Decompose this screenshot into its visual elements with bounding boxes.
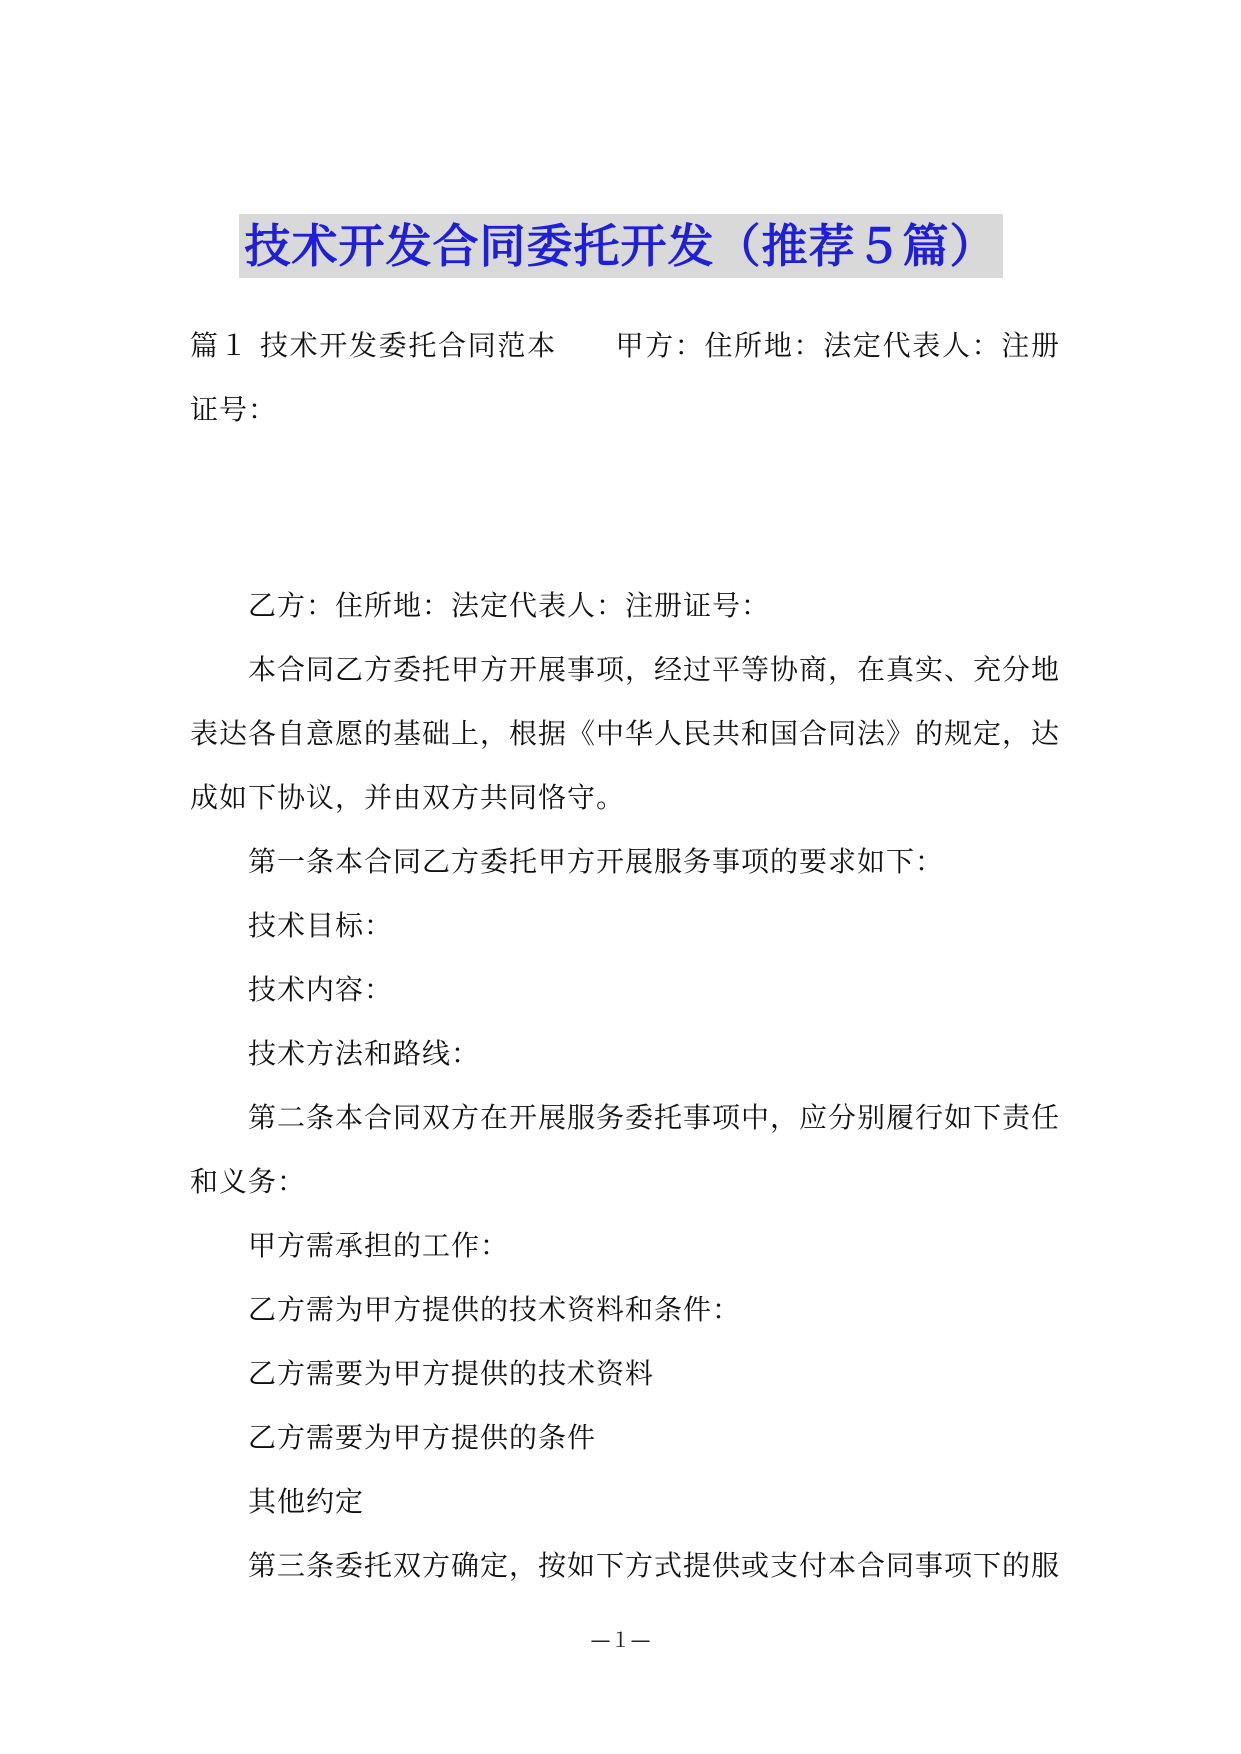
paragraph-tech-materials: 乙方需要为甲方提供的技术资料 [248, 1357, 655, 1390]
paragraph-preamble: 本合同乙方委托甲方开展事项，经过平等协商，在真实、充分地表达各自意愿的基础上，根据《中华人民共和国合同法》的规定，达成如下协议，并由双方共同恪守。 [190, 653, 1061, 814]
paragraph-tech-content: 技术内容： [248, 973, 394, 1006]
paragraph-party-b-provide: 乙方需为甲方提供的技术资料和条件： [248, 1293, 742, 1326]
document-title: 技术开发合同委托开发（推荐５篇） [239, 214, 1003, 278]
paragraph-tech-method: 技术方法和路线： [248, 1037, 481, 1070]
part-label: 篇１ 技术开发委托合同范本 [190, 329, 557, 362]
paragraph-party-a-work: 甲方需承担的工作： [248, 1229, 510, 1262]
paragraph-other: 其他约定 [248, 1485, 365, 1518]
intro-block [190, 314, 1060, 442]
paragraph-tech-goal: 技术目标： [248, 909, 394, 942]
title-block [0, 214, 1241, 278]
party-a-info: 甲方：住所地：法定代表人：注册证号： [190, 329, 1060, 426]
body-text [190, 574, 1060, 1598]
paragraph-article-3: 第三条委托双方确定，按如下方式提供或支付本合同事项下的服 [248, 1549, 1061, 1582]
paragraph-article-2: 第二条本合同双方在开展服务委托事项中，应分别履行如下责任和义务： [190, 1101, 1061, 1198]
paragraph-party-b: 乙方：住所地：法定代表人：注册证号： [248, 589, 771, 622]
intro-paragraph [190, 314, 1060, 442]
paragraph-article-1: 第一条本合同乙方委托甲方开展服务事项的要求如下： [248, 845, 945, 878]
page-number: —１— [590, 1628, 651, 1652]
paragraph-conditions: 乙方需要为甲方提供的条件 [248, 1421, 597, 1454]
